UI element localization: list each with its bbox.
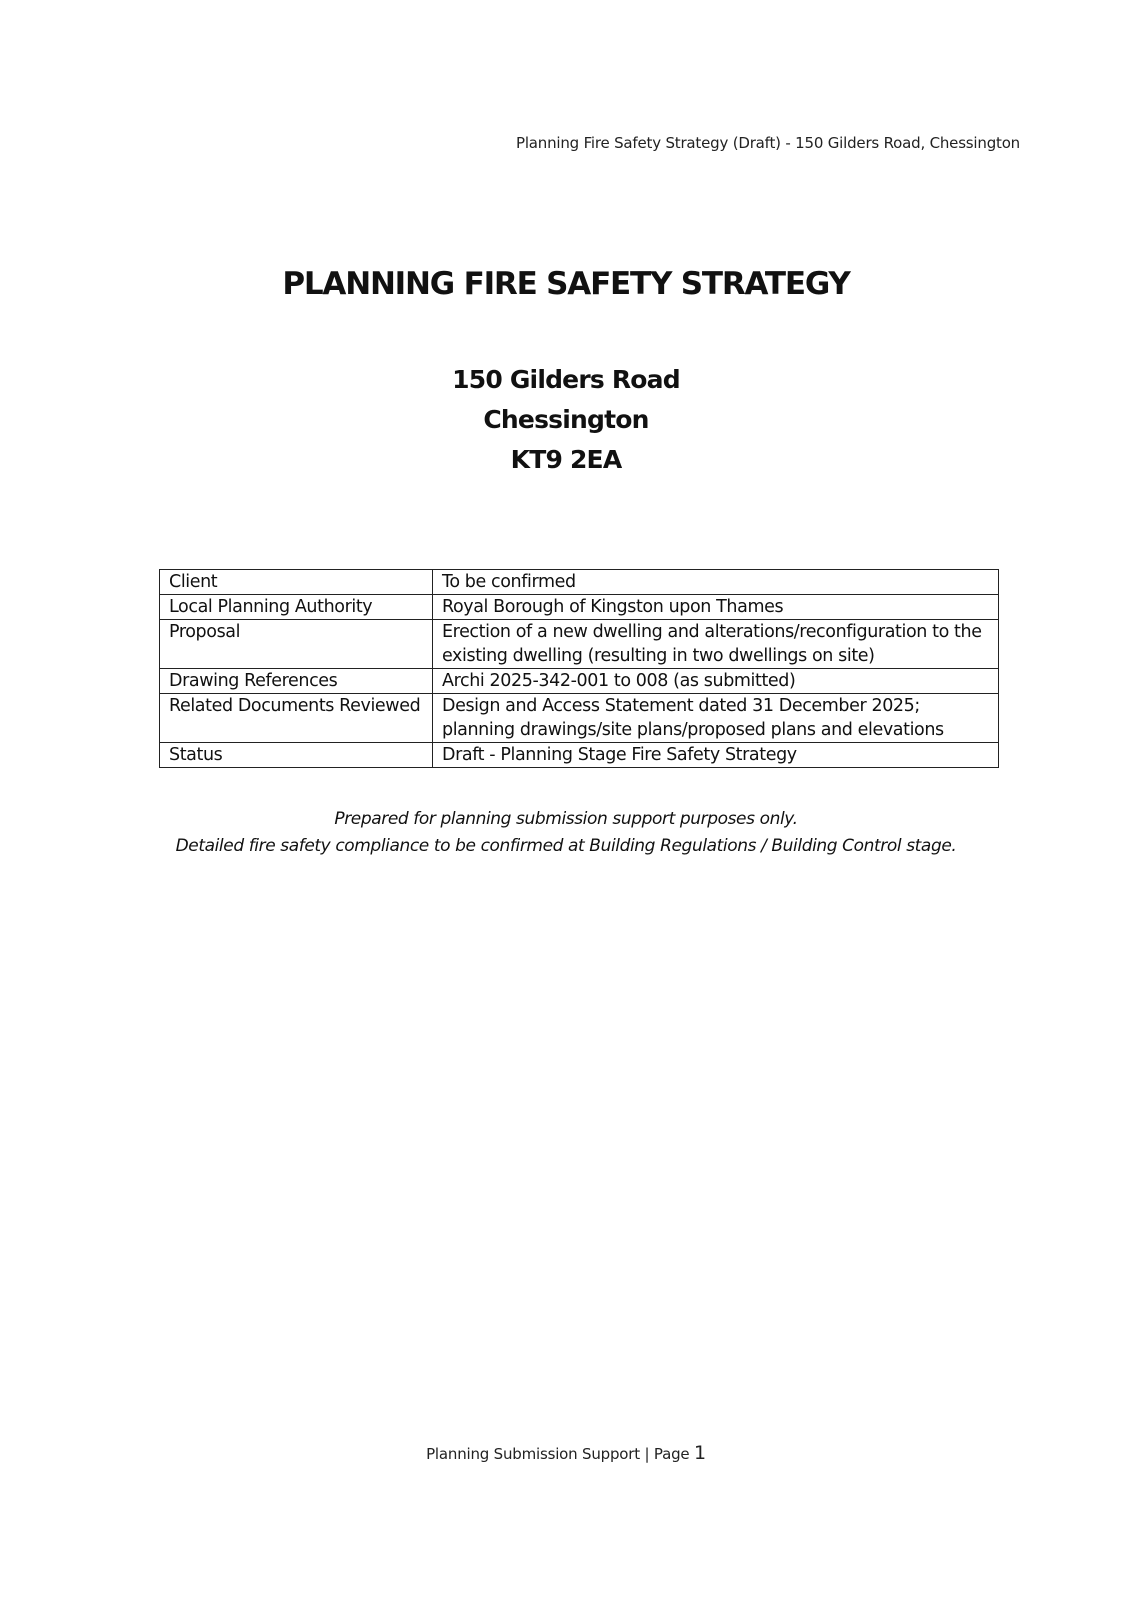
row-label: Related Documents Reviewed (160, 694, 433, 743)
row-label: Drawing References (160, 669, 433, 694)
document-title: PLANNING FIRE SAFETY STRATEGY (282, 266, 850, 302)
table-row (160, 743, 999, 768)
disclaimer-line: Prepared for planning submission support purposes only. (334, 809, 798, 829)
row-value: To be confirmed (433, 570, 999, 595)
table-row (160, 620, 999, 669)
row-value: Royal Borough of Kingston upon Thames (433, 595, 999, 620)
address-postcode: KT9 2EA (510, 445, 622, 474)
page-number: 1 (694, 1442, 706, 1464)
row-label: Status (160, 743, 433, 768)
table-row (160, 694, 999, 743)
row-label: Local Planning Authority (160, 595, 433, 620)
row-label: Client (160, 570, 433, 595)
project-info-table (159, 569, 999, 768)
footer-label: Planning Submission Support | Page (426, 1445, 695, 1463)
site-address (0, 360, 1132, 480)
disclaimer-note (0, 806, 1132, 860)
table-row (160, 669, 999, 694)
address-street: 150 Gilders Road (452, 365, 680, 394)
row-value: Draft - Planning Stage Fire Safety Strategy (433, 743, 999, 768)
table-row (160, 570, 999, 595)
row-value: Archi 2025-342-001 to 008 (as submitted) (433, 669, 999, 694)
row-label: Proposal (160, 620, 433, 669)
page-footer (0, 1442, 1132, 1464)
table-row (160, 595, 999, 620)
address-town: Chessington (483, 405, 649, 434)
disclaimer-line: Detailed fire safety compliance to be confirmed at Building Regulations / Building Control stage. (175, 836, 957, 856)
row-value: Design and Access Statement dated 31 December 2025; planning drawings/site plans/proposed plans and elevations (433, 694, 999, 743)
running-header: Planning Fire Safety Strategy (Draft) - 150 Gilders Road, Chessington (515, 134, 1020, 152)
row-value: Erection of a new dwelling and alterations/reconfiguration to the existing dwelling (resulting in two dwellings on site) (433, 620, 999, 669)
